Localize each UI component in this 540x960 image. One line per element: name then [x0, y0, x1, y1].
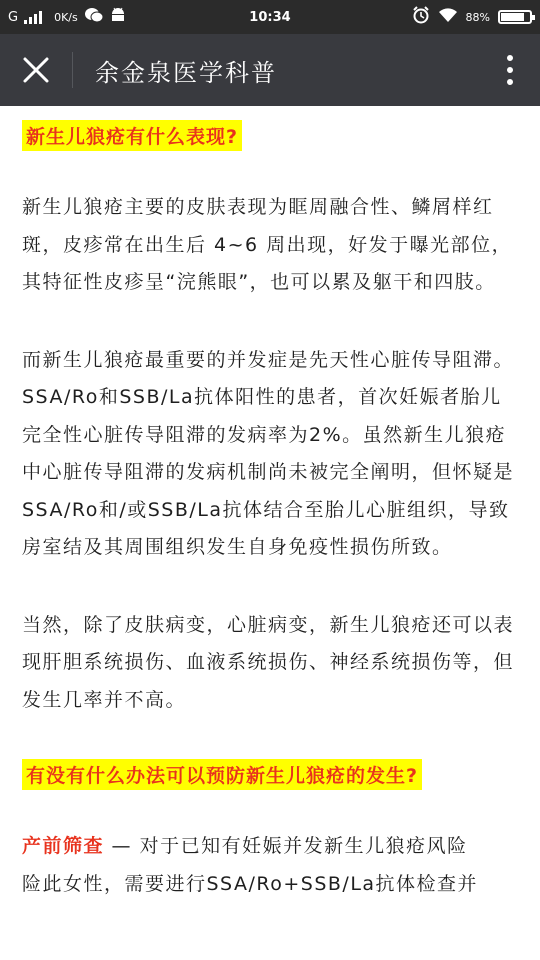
- wifi-icon: [438, 7, 458, 27]
- prenatal-screening-term: 产前筛查: [22, 835, 105, 857]
- close-button[interactable]: [0, 34, 72, 106]
- alarm-icon: [412, 6, 430, 28]
- page-title: 余金泉医学科普: [95, 58, 277, 87]
- app-bar: [0, 34, 540, 106]
- paragraph-4: [22, 828, 518, 903]
- signal-icon: [24, 10, 42, 24]
- paragraph-4-cut: 险此女性，需要进行SSA/Ro+SSB/La抗体检查并: [22, 872, 479, 895]
- section-heading-1: 新生儿狼疮有什么表现?: [22, 120, 242, 151]
- clock: 10:34: [249, 9, 291, 25]
- paragraph-3: 当然，除了皮肤病变，心脏病变，新生儿狼疮还可以表现肝胆系统损伤、血液系统损伤、神经系统损伤等，但发生几率并不高。: [22, 613, 515, 711]
- battery-icon: [498, 10, 532, 24]
- more-button[interactable]: [480, 34, 540, 106]
- status-left: [8, 7, 230, 27]
- battery-level: 88%: [465, 10, 490, 24]
- network-speed: 0K/s: [54, 10, 78, 24]
- paragraph-1: 新生儿狼疮主要的皮肤表现为眶周融合性、鳞屑样红斑，皮疹常在出生后 4~6 周出现，好发于曝光部位，其特征性皮疹呈“浣熊眼”，也可以累及躯干和四肢。: [22, 196, 513, 293]
- status-bar: [0, 0, 540, 34]
- status-right: [310, 6, 532, 28]
- more-dot-icon: [507, 55, 513, 61]
- wechat-icon: [84, 7, 104, 27]
- carrier-label: G: [8, 9, 19, 25]
- paragraph-4-text: — 对于已知有妊娠并发新生儿狼疮风险: [104, 835, 468, 857]
- paragraph-2: 而新生儿狼疮最重要的并发症是先天性心脏传导阻滞。SSA/Ro和SSB/La抗体阳性的患者，首次妊娠者胎儿完全性心脏传导阻滞的发病率为2%。虽然新生儿狼疮中心脏传导阻滞的发病机制尚未被完全阐明，但怀疑是SSA/Ro和/或SSB/La抗体结合至胎儿心脏组织，导致房室结及其周围组织发生自身免疫性损伤所致。: [22, 348, 515, 558]
- section-heading-2: 有没有什么办法可以预防新生儿狼疮的发生?: [22, 759, 422, 790]
- android-icon: [110, 7, 126, 27]
- close-icon: [22, 56, 50, 84]
- article-content: [0, 106, 540, 960]
